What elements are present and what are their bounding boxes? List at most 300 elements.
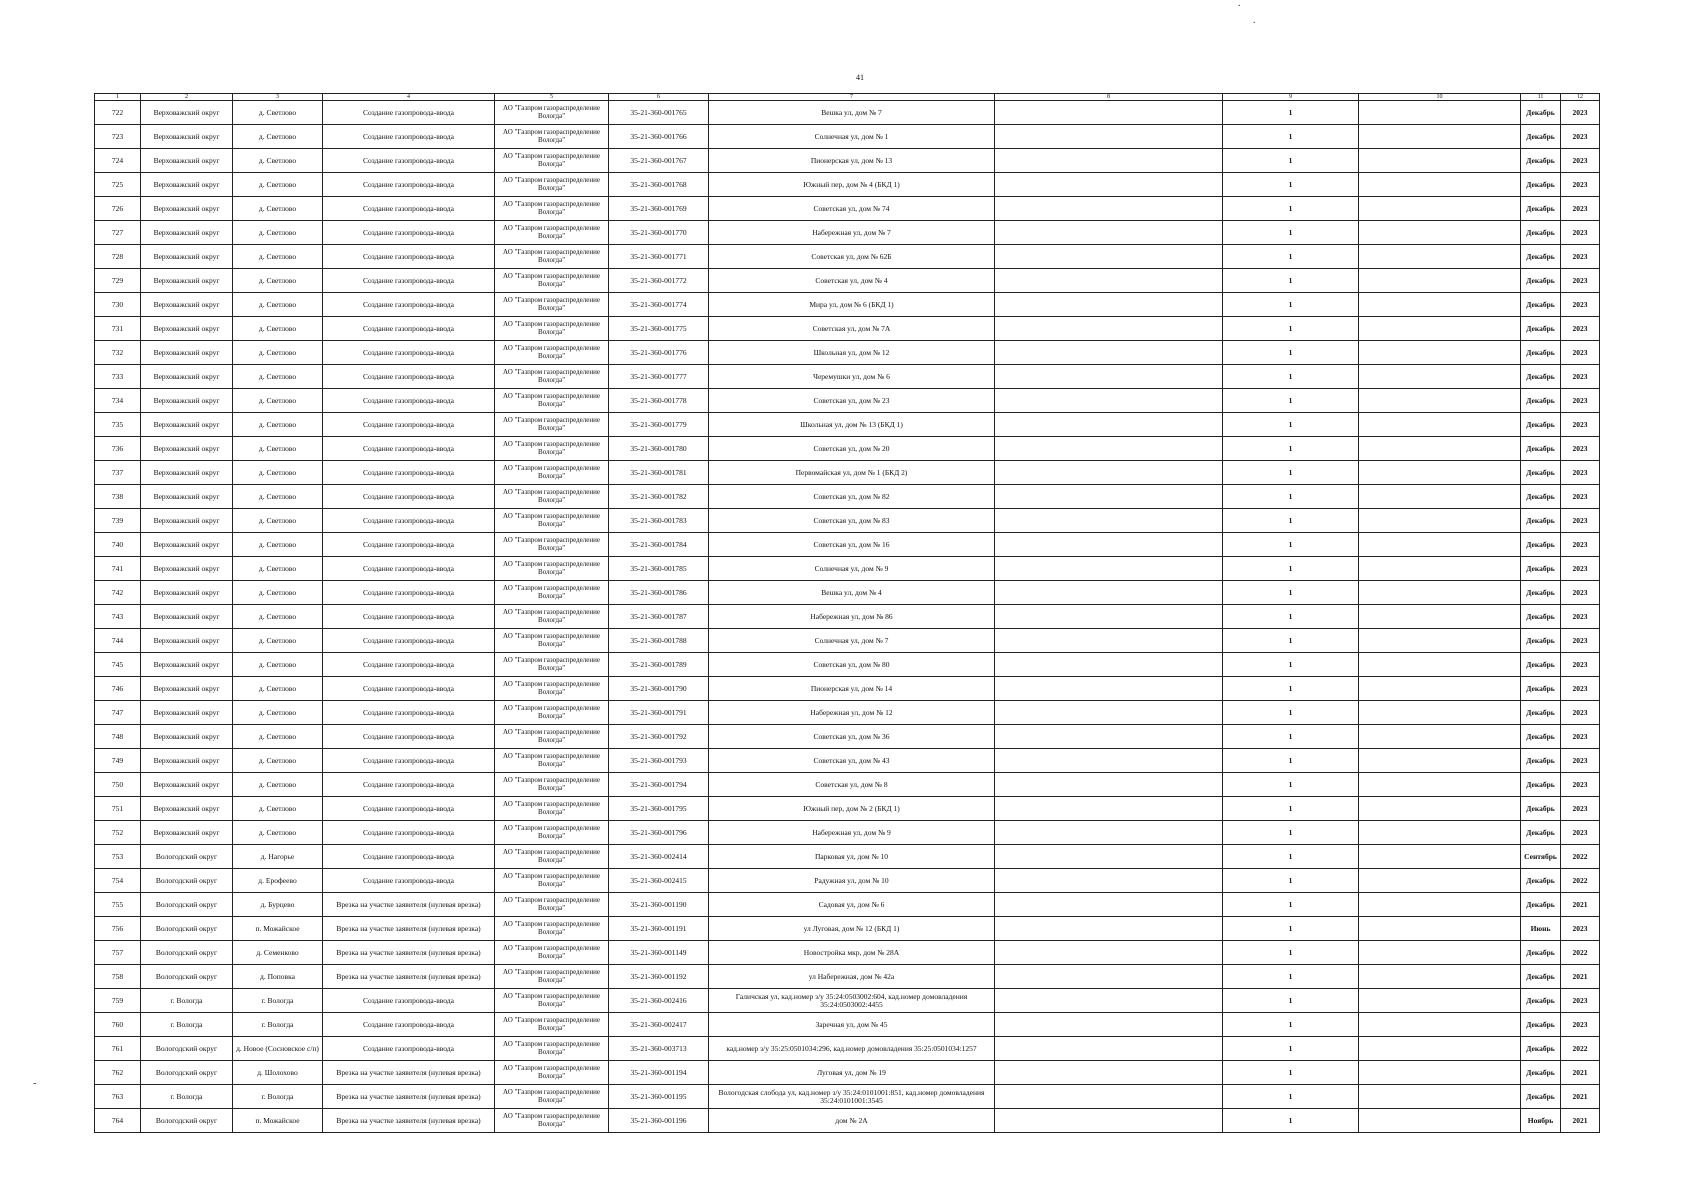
table-row <box>95 989 1600 1013</box>
address-cell: Советская ул, дом № 23 <box>709 389 995 413</box>
month-cell: Декабрь <box>1521 653 1561 677</box>
row-number-cell: 749 <box>95 749 141 773</box>
district-cell: Верховажский округ <box>141 509 233 533</box>
work-type-cell: Создание газопровода-ввода <box>323 293 495 317</box>
quantity-cell: 1 <box>1223 269 1359 293</box>
table-row <box>95 1013 1600 1037</box>
year-cell: 2023 <box>1561 389 1600 413</box>
table-row <box>95 245 1600 269</box>
month-cell: Декабрь <box>1521 605 1561 629</box>
work-type-cell: Создание газопровода-ввода <box>323 173 495 197</box>
district-cell: Верховажский округ <box>141 389 233 413</box>
settlement-cell: д. Светлово <box>233 341 323 365</box>
table-row <box>95 893 1600 917</box>
quantity-cell: 1 <box>1223 101 1359 125</box>
empty-cell <box>995 389 1223 413</box>
object-code-cell: 35-21-360-002415 <box>609 869 709 893</box>
empty-cell <box>1359 221 1521 245</box>
address-cell: Набережная ул, дом № 86 <box>709 605 995 629</box>
empty-cell <box>1359 1109 1521 1133</box>
column-header: 5 <box>495 94 609 101</box>
district-cell: Верховажский округ <box>141 653 233 677</box>
table-row <box>95 1085 1600 1109</box>
row-number-cell: 744 <box>95 629 141 653</box>
empty-cell <box>1359 293 1521 317</box>
empty-cell <box>995 1013 1223 1037</box>
organization-cell: АО "Газпром газораспределение Вологда" <box>495 653 609 677</box>
object-code-cell: 35-21-360-001779 <box>609 413 709 437</box>
object-code-cell: 35-21-360-001772 <box>609 269 709 293</box>
work-type-cell: Создание газопровода-ввода <box>323 365 495 389</box>
settlement-cell: д. Бурцево <box>233 893 323 917</box>
settlement-cell: г. Вологда <box>233 1085 323 1109</box>
table-row <box>95 845 1600 869</box>
organization-cell: АО "Газпром газораспределение Вологда" <box>495 293 609 317</box>
address-cell: Набережная ул, дом № 12 <box>709 701 995 725</box>
month-cell: Декабрь <box>1521 725 1561 749</box>
year-cell: 2023 <box>1561 461 1600 485</box>
organization-cell: АО "Газпром газораспределение Вологда" <box>495 149 609 173</box>
work-type-cell: Врезка на участке заявителя (нулевая врезка) <box>323 941 495 965</box>
month-cell: Декабрь <box>1521 533 1561 557</box>
quantity-cell: 1 <box>1223 293 1359 317</box>
settlement-cell: п. Можайское <box>233 1109 323 1133</box>
year-cell: 2023 <box>1561 317 1600 341</box>
empty-cell <box>1359 245 1521 269</box>
row-number-cell: 747 <box>95 701 141 725</box>
month-cell: Декабрь <box>1521 365 1561 389</box>
empty-cell <box>995 437 1223 461</box>
organization-cell: АО "Газпром газораспределение Вологда" <box>495 125 609 149</box>
organization-cell: АО "Газпром газораспределение Вологда" <box>495 1109 609 1133</box>
address-cell: Садовая ул, дом № 6 <box>709 893 995 917</box>
year-cell: 2023 <box>1561 365 1600 389</box>
quantity-cell: 1 <box>1223 965 1359 989</box>
organization-cell: АО "Газпром газораспределение Вологда" <box>495 533 609 557</box>
empty-cell <box>995 245 1223 269</box>
quantity-cell: 1 <box>1223 149 1359 173</box>
month-cell: Декабрь <box>1521 557 1561 581</box>
table-row <box>95 941 1600 965</box>
year-cell: 2023 <box>1561 917 1600 941</box>
organization-cell: АО "Газпром газораспределение Вологда" <box>495 869 609 893</box>
quantity-cell: 1 <box>1223 917 1359 941</box>
address-cell: ул Набережная, дом № 42а <box>709 965 995 989</box>
organization-cell: АО "Газпром газораспределение Вологда" <box>495 677 609 701</box>
settlement-cell: д. Светлово <box>233 821 323 845</box>
quantity-cell: 1 <box>1223 533 1359 557</box>
empty-cell <box>1359 149 1521 173</box>
year-cell: 2023 <box>1561 125 1600 149</box>
district-cell: Верховажский округ <box>141 101 233 125</box>
empty-cell <box>1359 629 1521 653</box>
year-cell: 2021 <box>1561 1109 1600 1133</box>
scan-artifact: . <box>1253 15 1256 26</box>
settlement-cell: д. Светлово <box>233 389 323 413</box>
work-type-cell: Врезка на участке заявителя (нулевая врезка) <box>323 1109 495 1133</box>
month-cell: Декабрь <box>1521 437 1561 461</box>
address-cell: дом № 2А <box>709 1109 995 1133</box>
row-number-cell: 736 <box>95 437 141 461</box>
quantity-cell: 1 <box>1223 701 1359 725</box>
month-cell: Сентябрь <box>1521 845 1561 869</box>
settlement-cell: д. Шолохово <box>233 1061 323 1085</box>
table-row <box>95 221 1600 245</box>
empty-cell <box>1359 101 1521 125</box>
month-cell: Декабрь <box>1521 269 1561 293</box>
district-cell: Верховажский округ <box>141 413 233 437</box>
year-cell: 2023 <box>1561 101 1600 125</box>
year-cell: 2023 <box>1561 245 1600 269</box>
organization-cell: АО "Газпром газораспределение Вологда" <box>495 509 609 533</box>
row-number-cell: 728 <box>95 245 141 269</box>
row-number-cell: 762 <box>95 1061 141 1085</box>
month-cell: Декабрь <box>1521 245 1561 269</box>
address-cell: Черемушки ул, дом № 6 <box>709 365 995 389</box>
year-cell: 2023 <box>1561 197 1600 221</box>
table-row <box>95 605 1600 629</box>
month-cell: Декабрь <box>1521 869 1561 893</box>
column-header: 4 <box>323 94 495 101</box>
month-cell: Декабрь <box>1521 413 1561 437</box>
organization-cell: АО "Газпром газораспределение Вологда" <box>495 725 609 749</box>
month-cell: Декабрь <box>1521 317 1561 341</box>
empty-cell <box>1359 941 1521 965</box>
quantity-cell: 1 <box>1223 1037 1359 1061</box>
organization-cell: АО "Газпром газораспределение Вологда" <box>495 701 609 725</box>
address-cell: Школьная ул, дом № 13 (БКД 1) <box>709 413 995 437</box>
quantity-cell: 1 <box>1223 1061 1359 1085</box>
settlement-cell: д. Светлово <box>233 173 323 197</box>
settlement-cell: д. Нагорье <box>233 845 323 869</box>
organization-cell: АО "Газпром газораспределение Вологда" <box>495 413 609 437</box>
settlement-cell: д. Светлово <box>233 533 323 557</box>
object-code-cell: 35-21-360-001784 <box>609 533 709 557</box>
month-cell: Декабрь <box>1521 485 1561 509</box>
column-header: 3 <box>233 94 323 101</box>
district-cell: Вологодский округ <box>141 845 233 869</box>
row-number-cell: 726 <box>95 197 141 221</box>
empty-cell <box>1359 1061 1521 1085</box>
quantity-cell: 1 <box>1223 557 1359 581</box>
empty-cell <box>1359 869 1521 893</box>
object-code-cell: 35-21-360-001769 <box>609 197 709 221</box>
work-type-cell: Создание газопровода-ввода <box>323 725 495 749</box>
work-type-cell: Создание газопровода-ввода <box>323 149 495 173</box>
table-header <box>95 94 1600 101</box>
address-cell: Галичская ул, кад.номер з/у 35:24:0503002:604, кад.номер домовладения 35:24:0503002:4455 <box>709 989 995 1013</box>
empty-cell <box>995 365 1223 389</box>
month-cell: Декабрь <box>1521 221 1561 245</box>
month-cell: Июнь <box>1521 917 1561 941</box>
row-number-cell: 755 <box>95 893 141 917</box>
row-number-cell: 759 <box>95 989 141 1013</box>
year-cell: 2023 <box>1561 437 1600 461</box>
settlement-cell: д. Светлово <box>233 197 323 221</box>
quantity-cell: 1 <box>1223 341 1359 365</box>
object-code-cell: 35-21-360-001770 <box>609 221 709 245</box>
object-code-cell: 35-21-360-001790 <box>609 677 709 701</box>
table-row <box>95 101 1600 125</box>
work-type-cell: Создание газопровода-ввода <box>323 1013 495 1037</box>
object-code-cell: 35-21-360-002416 <box>609 989 709 1013</box>
table-row <box>95 437 1600 461</box>
empty-cell <box>1359 557 1521 581</box>
month-cell: Декабрь <box>1521 101 1561 125</box>
settlement-cell: д. Светлово <box>233 101 323 125</box>
row-number-cell: 763 <box>95 1085 141 1109</box>
empty-cell <box>995 965 1223 989</box>
district-cell: Верховажский округ <box>141 677 233 701</box>
empty-cell <box>1359 341 1521 365</box>
settlement-cell: п. Можайское <box>233 917 323 941</box>
settlement-cell: д. Ерофеево <box>233 869 323 893</box>
month-cell: Декабрь <box>1521 797 1561 821</box>
table-row <box>95 509 1600 533</box>
work-type-cell: Создание газопровода-ввода <box>323 125 495 149</box>
empty-cell <box>1359 485 1521 509</box>
settlement-cell: д. Светлово <box>233 149 323 173</box>
empty-cell <box>1359 845 1521 869</box>
empty-cell <box>1359 437 1521 461</box>
settlement-cell: д. Светлово <box>233 725 323 749</box>
quantity-cell: 1 <box>1223 653 1359 677</box>
year-cell: 2022 <box>1561 941 1600 965</box>
empty-cell <box>995 629 1223 653</box>
table-row <box>95 461 1600 485</box>
quantity-cell: 1 <box>1223 245 1359 269</box>
settlement-cell: д. Светлово <box>233 653 323 677</box>
district-cell: Верховажский округ <box>141 797 233 821</box>
empty-cell <box>995 989 1223 1013</box>
row-number-cell: 751 <box>95 797 141 821</box>
month-cell: Декабрь <box>1521 701 1561 725</box>
work-type-cell: Создание газопровода-ввода <box>323 629 495 653</box>
district-cell: Верховажский округ <box>141 485 233 509</box>
quantity-cell: 1 <box>1223 677 1359 701</box>
table-body <box>95 101 1600 1133</box>
month-cell: Декабрь <box>1521 293 1561 317</box>
empty-cell <box>1359 389 1521 413</box>
district-cell: Вологодский округ <box>141 893 233 917</box>
scan-artifact: - <box>33 1078 37 1089</box>
row-number-cell: 746 <box>95 677 141 701</box>
organization-cell: АО "Газпром газораспределение Вологда" <box>495 1085 609 1109</box>
column-header: 11 <box>1521 94 1561 101</box>
object-code-cell: 35-21-360-001777 <box>609 365 709 389</box>
row-number-cell: 729 <box>95 269 141 293</box>
empty-cell <box>995 1085 1223 1109</box>
settlement-cell: д. Светлово <box>233 629 323 653</box>
work-type-cell: Создание газопровода-ввода <box>323 557 495 581</box>
address-cell: Советская ул, дом № 20 <box>709 437 995 461</box>
row-number-cell: 732 <box>95 341 141 365</box>
empty-cell <box>1359 1085 1521 1109</box>
organization-cell: АО "Газпром газораспределение Вологда" <box>495 989 609 1013</box>
address-cell: Советская ул, дом № 80 <box>709 653 995 677</box>
year-cell: 2023 <box>1561 605 1600 629</box>
object-code-cell: 35-21-360-001195 <box>609 1085 709 1109</box>
district-cell: Вологодский округ <box>141 1061 233 1085</box>
district-cell: Вологодский округ <box>141 1109 233 1133</box>
empty-cell <box>1359 701 1521 725</box>
address-cell: Советская ул, дом № 7А <box>709 317 995 341</box>
district-cell: Верховажский округ <box>141 365 233 389</box>
work-type-cell: Создание газопровода-ввода <box>323 845 495 869</box>
organization-cell: АО "Газпром газораспределение Вологда" <box>495 317 609 341</box>
object-code-cell: 35-21-360-001787 <box>609 605 709 629</box>
month-cell: Декабрь <box>1521 173 1561 197</box>
year-cell: 2021 <box>1561 965 1600 989</box>
district-cell: Верховажский округ <box>141 605 233 629</box>
quantity-cell: 1 <box>1223 725 1359 749</box>
work-type-cell: Создание газопровода-ввода <box>323 581 495 605</box>
column-header: 12 <box>1561 94 1600 101</box>
row-number-cell: 738 <box>95 485 141 509</box>
work-type-cell: Создание газопровода-ввода <box>323 773 495 797</box>
organization-cell: АО "Газпром газораспределение Вологда" <box>495 629 609 653</box>
work-type-cell: Создание газопровода-ввода <box>323 461 495 485</box>
work-type-cell: Создание газопровода-ввода <box>323 269 495 293</box>
quantity-cell: 1 <box>1223 821 1359 845</box>
work-type-cell: Создание газопровода-ввода <box>323 101 495 125</box>
object-code-cell: 35-21-360-002417 <box>609 1013 709 1037</box>
object-code-cell: 35-21-360-001778 <box>609 389 709 413</box>
year-cell: 2023 <box>1561 557 1600 581</box>
month-cell: Декабрь <box>1521 893 1561 917</box>
address-cell: Советская ул, дом № 62Б <box>709 245 995 269</box>
year-cell: 2021 <box>1561 893 1600 917</box>
work-type-cell: Создание газопровода-ввода <box>323 341 495 365</box>
quantity-cell: 1 <box>1223 773 1359 797</box>
address-cell: Советская ул, дом № 8 <box>709 773 995 797</box>
settlement-cell: д. Светлово <box>233 437 323 461</box>
year-cell: 2022 <box>1561 869 1600 893</box>
district-cell: Верховажский округ <box>141 125 233 149</box>
month-cell: Декабрь <box>1521 629 1561 653</box>
settlement-cell: д. Светлово <box>233 485 323 509</box>
row-number-cell: 764 <box>95 1109 141 1133</box>
row-number-cell: 760 <box>95 1013 141 1037</box>
object-code-cell: 35-21-360-001783 <box>609 509 709 533</box>
object-code-cell: 35-21-360-001776 <box>609 341 709 365</box>
empty-cell <box>1359 197 1521 221</box>
table-row <box>95 917 1600 941</box>
address-cell: Солнечная ул, дом № 7 <box>709 629 995 653</box>
object-code-cell: 35-21-360-001791 <box>609 701 709 725</box>
empty-cell <box>995 461 1223 485</box>
work-type-cell: Создание газопровода-ввода <box>323 869 495 893</box>
district-cell: Верховажский округ <box>141 317 233 341</box>
work-type-cell: Создание газопровода-ввода <box>323 1037 495 1061</box>
row-number-cell: 743 <box>95 605 141 629</box>
row-number-cell: 754 <box>95 869 141 893</box>
empty-cell <box>1359 677 1521 701</box>
quantity-cell: 1 <box>1223 317 1359 341</box>
row-number-cell: 737 <box>95 461 141 485</box>
table-row <box>95 269 1600 293</box>
object-code-cell: 35-21-360-001767 <box>609 149 709 173</box>
empty-cell <box>1359 365 1521 389</box>
month-cell: Декабрь <box>1521 389 1561 413</box>
address-cell: Солнечная ул, дом № 9 <box>709 557 995 581</box>
district-cell: Верховажский округ <box>141 461 233 485</box>
organization-cell: АО "Газпром газораспределение Вологда" <box>495 581 609 605</box>
address-cell: кад.номер з/у 35:25:0501034:296, кад.номер домовладения 35:25:0501034:1257 <box>709 1037 995 1061</box>
address-cell: Советская ул, дом № 16 <box>709 533 995 557</box>
empty-cell <box>995 197 1223 221</box>
month-cell: Декабрь <box>1521 941 1561 965</box>
empty-cell <box>995 677 1223 701</box>
district-cell: Верховажский округ <box>141 197 233 221</box>
empty-cell <box>1359 749 1521 773</box>
settlement-cell: д. Новое (Сосновское с/п) <box>233 1037 323 1061</box>
quantity-cell: 1 <box>1223 629 1359 653</box>
work-type-cell: Врезка на участке заявителя (нулевая врезка) <box>323 893 495 917</box>
settlement-cell: д. Светлово <box>233 797 323 821</box>
empty-cell <box>1359 509 1521 533</box>
object-code-cell: 35-21-360-001149 <box>609 941 709 965</box>
district-cell: Верховажский округ <box>141 821 233 845</box>
empty-cell <box>995 221 1223 245</box>
district-cell: Верховажский округ <box>141 557 233 581</box>
address-cell: Пионерская ул, дом № 13 <box>709 149 995 173</box>
year-cell: 2023 <box>1561 989 1600 1013</box>
work-type-cell: Создание газопровода-ввода <box>323 197 495 221</box>
quantity-cell: 1 <box>1223 197 1359 221</box>
year-cell: 2023 <box>1561 821 1600 845</box>
empty-cell <box>995 509 1223 533</box>
month-cell: Декабрь <box>1521 677 1561 701</box>
year-cell: 2023 <box>1561 173 1600 197</box>
settlement-cell: д. Светлово <box>233 461 323 485</box>
table-row <box>95 485 1600 509</box>
quantity-cell: 1 <box>1223 461 1359 485</box>
empty-cell <box>995 341 1223 365</box>
object-code-cell: 35-21-360-001792 <box>609 725 709 749</box>
empty-cell <box>995 749 1223 773</box>
work-type-cell: Создание газопровода-ввода <box>323 437 495 461</box>
object-code-cell: 35-21-360-001775 <box>609 317 709 341</box>
table-row <box>95 125 1600 149</box>
work-type-cell: Создание газопровода-ввода <box>323 485 495 509</box>
table-row <box>95 725 1600 749</box>
row-number-cell: 724 <box>95 149 141 173</box>
district-cell: Верховажский округ <box>141 629 233 653</box>
year-cell: 2023 <box>1561 653 1600 677</box>
address-cell: Новостройка мкр, дом № 28А <box>709 941 995 965</box>
object-code-cell: 35-21-360-001192 <box>609 965 709 989</box>
empty-cell <box>1359 173 1521 197</box>
month-cell: Декабрь <box>1521 149 1561 173</box>
table-row <box>95 197 1600 221</box>
empty-cell <box>995 533 1223 557</box>
year-cell: 2023 <box>1561 341 1600 365</box>
table-row <box>95 773 1600 797</box>
organization-cell: АО "Газпром газораспределение Вологда" <box>495 797 609 821</box>
organization-cell: АО "Газпром газораспределение Вологда" <box>495 773 609 797</box>
district-cell: Верховажский округ <box>141 773 233 797</box>
row-number-cell: 731 <box>95 317 141 341</box>
organization-cell: АО "Газпром газораспределение Вологда" <box>495 557 609 581</box>
quantity-cell: 1 <box>1223 413 1359 437</box>
year-cell: 2023 <box>1561 1013 1600 1037</box>
work-type-cell: Врезка на участке заявителя (нулевая врезка) <box>323 1061 495 1085</box>
quantity-cell: 1 <box>1223 125 1359 149</box>
year-cell: 2023 <box>1561 293 1600 317</box>
quantity-cell: 1 <box>1223 845 1359 869</box>
organization-cell: АО "Газпром газораспределение Вологда" <box>495 605 609 629</box>
